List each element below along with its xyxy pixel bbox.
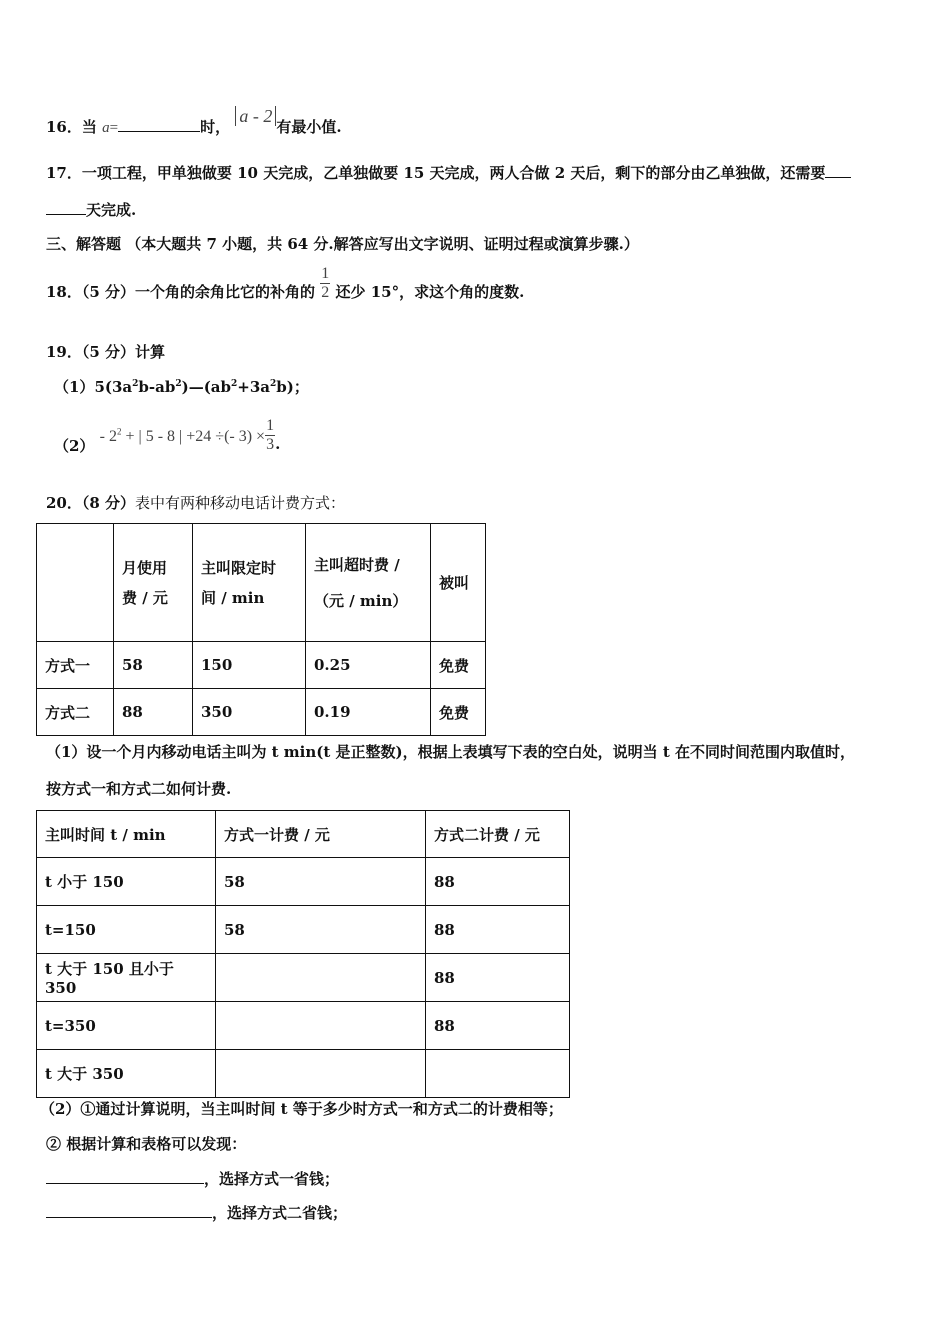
table1-cell: 方式二 <box>37 689 114 736</box>
table2-cell: 88 <box>426 906 570 954</box>
q19-p1-sup4: 2 <box>270 379 277 389</box>
question-20-part2-line2: ② 根据计算和表格可以发现： <box>46 1135 247 1153</box>
question-17-line2 <box>46 199 136 220</box>
q20-answer-blank-2 <box>46 1202 212 1218</box>
table2-cell-blank <box>216 1050 426 1098</box>
table1-cell: 350 <box>193 689 306 736</box>
q16-pre: 当 <box>81 118 97 136</box>
table1-cell: 免费 <box>431 642 486 689</box>
question-20-part2-line4 <box>46 1202 347 1223</box>
table2-row <box>37 954 570 1002</box>
q19-p1-sup1: 2 <box>132 379 139 389</box>
table1-cell: 免费 <box>431 689 486 736</box>
q18-fraction <box>320 265 330 302</box>
table1-cell: 方式一 <box>37 642 114 689</box>
table2-header-cell: 方式一计费 / 元 <box>216 811 426 858</box>
question-18 <box>46 264 525 314</box>
table1-header-fee <box>114 524 193 642</box>
question-17-line1 <box>46 162 851 183</box>
q18-pre: 18．（5 分）一个角的余角比它的补角的 <box>46 283 316 301</box>
table2-cell: 88 <box>426 858 570 906</box>
table1-cell: 150 <box>193 642 306 689</box>
table2-cell: 88 <box>426 954 570 1002</box>
q19-p2-expression <box>100 428 265 445</box>
question-19-title: 19．（5 分）计算 <box>46 343 166 361</box>
q20-intro-text: 表中有两种移动电话计费方式： <box>135 494 346 512</box>
question-19-part2 <box>54 412 280 457</box>
q18-post: 还少 15°，求这个角的度数. <box>335 283 525 301</box>
q19-p2-frac-den: 3 <box>266 435 275 453</box>
q17-answer-blank-a <box>825 162 851 178</box>
question-16 <box>46 106 342 138</box>
q20-p2-line4-text: ，选择方式二省钱； <box>212 1204 348 1222</box>
q18-frac-num: 1 <box>321 264 330 282</box>
table2-cell-blank <box>426 1050 570 1098</box>
table2-cell: 58 <box>216 858 426 906</box>
table1-header-overtime <box>306 524 431 642</box>
table2-row <box>37 858 570 906</box>
q19-p2-expr-b: + | 5 - 8 | +24 ÷(- 3) × <box>125 428 266 446</box>
q19-p2-frac-num: 1 <box>266 416 275 434</box>
billing-plans-table <box>36 523 486 736</box>
table2-header-cell: 方式二计费 / 元 <box>426 811 570 858</box>
table2-row <box>37 1002 570 1050</box>
q20-p2-line3-text: ，选择方式一省钱； <box>204 1170 340 1188</box>
table1-header-called <box>431 524 486 642</box>
q20-number: 20．（8 分） <box>46 494 136 512</box>
q19-p2-fraction <box>265 417 275 454</box>
table2-cell: t=150 <box>37 906 216 954</box>
q19-p1-label: （1） <box>54 378 95 396</box>
question-20-part2-line1: （2）①通过计算说明，当主叫时间 t 等于多少时方式一和方式二的计费相等； <box>40 1100 563 1118</box>
q19-p1-c: )—(ab <box>181 378 231 396</box>
table2-cell: t 小于 150 <box>37 858 216 906</box>
q19-p1-a: 5(3a <box>94 378 133 396</box>
table1-row <box>37 689 486 736</box>
table2-cell-blank <box>216 1002 426 1050</box>
q16-answer-blank <box>118 116 200 132</box>
table1-cell: 58 <box>114 642 193 689</box>
q17-answer-blank-b <box>46 199 86 215</box>
q19-p2-expr-a: - 2 <box>99 428 117 446</box>
question-20-part2-line3 <box>46 1168 339 1189</box>
q16-abs-expression <box>235 106 276 126</box>
table1-header-row <box>37 524 486 642</box>
table1-row <box>37 642 486 689</box>
q17-post: 天完成. <box>86 201 137 219</box>
table1-header-limit <box>193 524 306 642</box>
q16-abs-text: a - 2 <box>239 106 273 126</box>
table2-row <box>37 1050 570 1098</box>
q16-number: 16． <box>46 118 82 136</box>
table2-cell: t 大于 150 且小于 350 <box>37 954 216 1002</box>
table2-cell-blank <box>216 954 426 1002</box>
table1-h4-text: 被叫 <box>439 574 470 592</box>
q19-p1-b: b-ab <box>138 378 176 396</box>
table2-row <box>37 906 570 954</box>
section-3-heading: 三、解答题 （本大题共 7 小题，共 64 分.解答应写出文字说明、证明过程或演算步骤.） <box>46 235 639 253</box>
q18-frac-den: 2 <box>321 283 330 301</box>
table2-cell: 88 <box>426 1002 570 1050</box>
table2-header-cell: 主叫时间 t / min <box>37 811 216 858</box>
q19-p2-end: . <box>275 435 281 454</box>
table1-h3-text: 主叫超时费 / （元 / min） <box>314 555 408 610</box>
q19-p1-sup3: 2 <box>231 379 238 389</box>
q19-p2-label: （2） <box>54 437 95 456</box>
table1-h2-text: 主叫限定时间 / min <box>201 558 277 607</box>
q19-p1-d: +3a <box>237 378 270 396</box>
q16-post: 有最小值. <box>276 118 342 136</box>
table1-h1-text: 月使用费 / 元 <box>122 558 168 607</box>
table2-cell: t=350 <box>37 1002 216 1050</box>
q19-p2-sup: 2 <box>117 427 122 437</box>
table1-cell: 0.25 <box>306 642 431 689</box>
table1-cell: 88 <box>114 689 193 736</box>
table2-cell: t 大于 350 <box>37 1050 216 1098</box>
table1-cell: 0.19 <box>306 689 431 736</box>
q16-variable: a <box>102 120 110 136</box>
q20-answer-blank-1 <box>46 1168 204 1184</box>
call-time-billing-table <box>36 810 570 1098</box>
table1-header-empty <box>37 524 114 642</box>
question-20-intro <box>46 493 345 513</box>
table2-cell: 58 <box>216 906 426 954</box>
q19-p1-sup2: 2 <box>175 379 182 389</box>
question-19-part1 <box>54 374 309 397</box>
q16-mid: 时， <box>200 118 231 136</box>
question-20-part1-line2: 按方式一和方式二如何计费. <box>46 780 232 798</box>
q17-text: 17．一项工程，甲单独做要 10 天完成，乙单独做要 15 天完成，两人合做 2 天后，剩下的部分由乙单独做，还需要 <box>46 164 826 182</box>
q19-p1-e: b)； <box>276 378 309 396</box>
q16-equals: = <box>109 120 119 136</box>
table2-header-row <box>37 811 570 858</box>
question-20-part1-line1: （1）设一个月内移动电话主叫为 t min(t 是正整数)，根据上表填写下表的空白处，说明当 t 在不同时间范围内取值时， <box>46 743 856 761</box>
